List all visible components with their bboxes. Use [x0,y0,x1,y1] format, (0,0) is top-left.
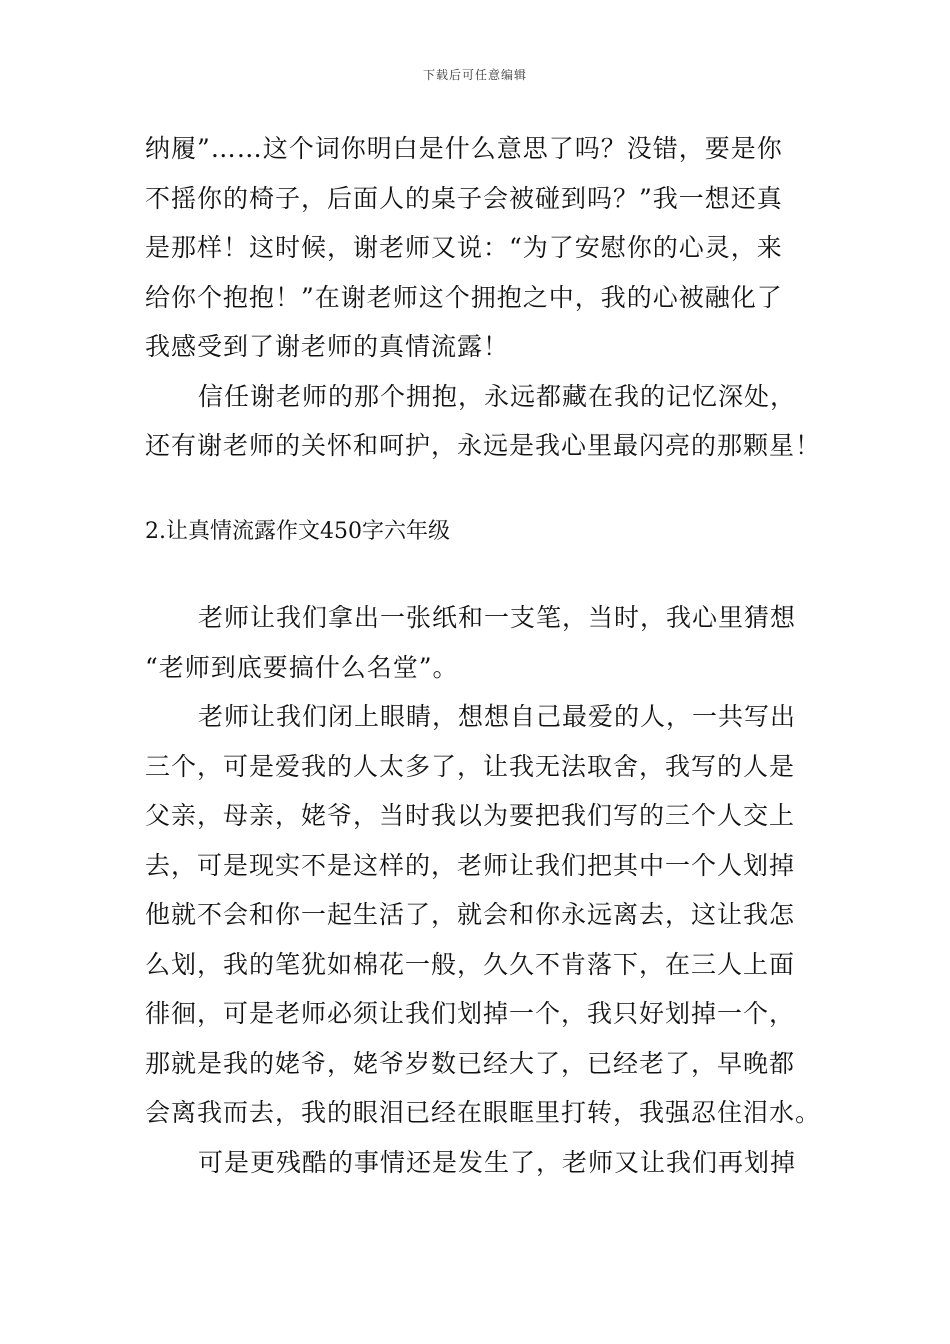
text-line: 不摇你的椅子，后面人的桌子会被碰到吗？”我一想还真 [145,183,783,213]
paragraph-cruel [145,1138,807,1188]
text-line: 徘徊，可是老师必须让我们划掉一个，我只好划掉一个， [145,999,796,1028]
text-line: 是那样！这时候，谢老师又说：“为了安慰你的心灵，来 [145,233,783,262]
text-line: 他就不会和你一起生活了，就会和你永远离去，这让我怎 [145,900,796,929]
text-line: 那就是我的姥爷，姥爷岁数已经大了，已经老了，早晚都 [145,1048,796,1078]
text-line: 会离我而去，我的眼泪已经在眼眶里打转，我强忍住泪水。 [145,1098,822,1127]
paragraph-continued [145,124,807,372]
text-line: 老师让我们闭上眼睛，想想自己最爱的人，一共写出 [198,702,797,731]
section-heading: 2.让真情流露作文450字六年级 [145,518,450,544]
text-line: 么划，我的笔犹如棉花一般，久久不肯落下，在三人上面 [145,949,796,979]
text-line: 老师让我们拿出一张纸和一支笔，当时，我心里猜想 [198,603,797,632]
spacer [145,471,807,507]
text-line: 父亲，母亲，姥爷，当时我以为要把我们写的三个人交上 [145,801,796,830]
paragraph-eyes [145,692,822,1138]
paragraph-paper [145,593,807,692]
text-line: 还有谢老师的关怀和呵护，永远是我心里最闪亮的那颗星！ [145,431,822,460]
text-line: 三个，可是爱我的人太多了，让我无法取舍，我写的人是 [145,751,796,781]
spacer [145,556,807,593]
page-header: 下载后可任意编辑 [422,68,527,82]
text-line: 去，可是现实不是这样的，老师让我们把其中一个人划掉 [145,850,796,880]
document-body [145,124,822,1187]
paragraph-trust [145,372,822,471]
text-line: 我感受到了谢老师的真情流露！ [145,332,510,361]
text-line: 可是更残酷的事情还是发生了，老师又让我们再划掉 [198,1147,797,1177]
text-line: 纳履”……这个词你明白是什么意思了吗？没错，要是你 [145,134,783,163]
text-line: “老师到底要搞什么名堂”。 [145,652,459,682]
text-line: 给你个抱抱！”在谢老师这个拥抱之中，我的心被融化了 [145,282,783,312]
text-line: 信任谢老师的那个拥抱，永远都藏在我的记忆深处， [198,381,797,411]
